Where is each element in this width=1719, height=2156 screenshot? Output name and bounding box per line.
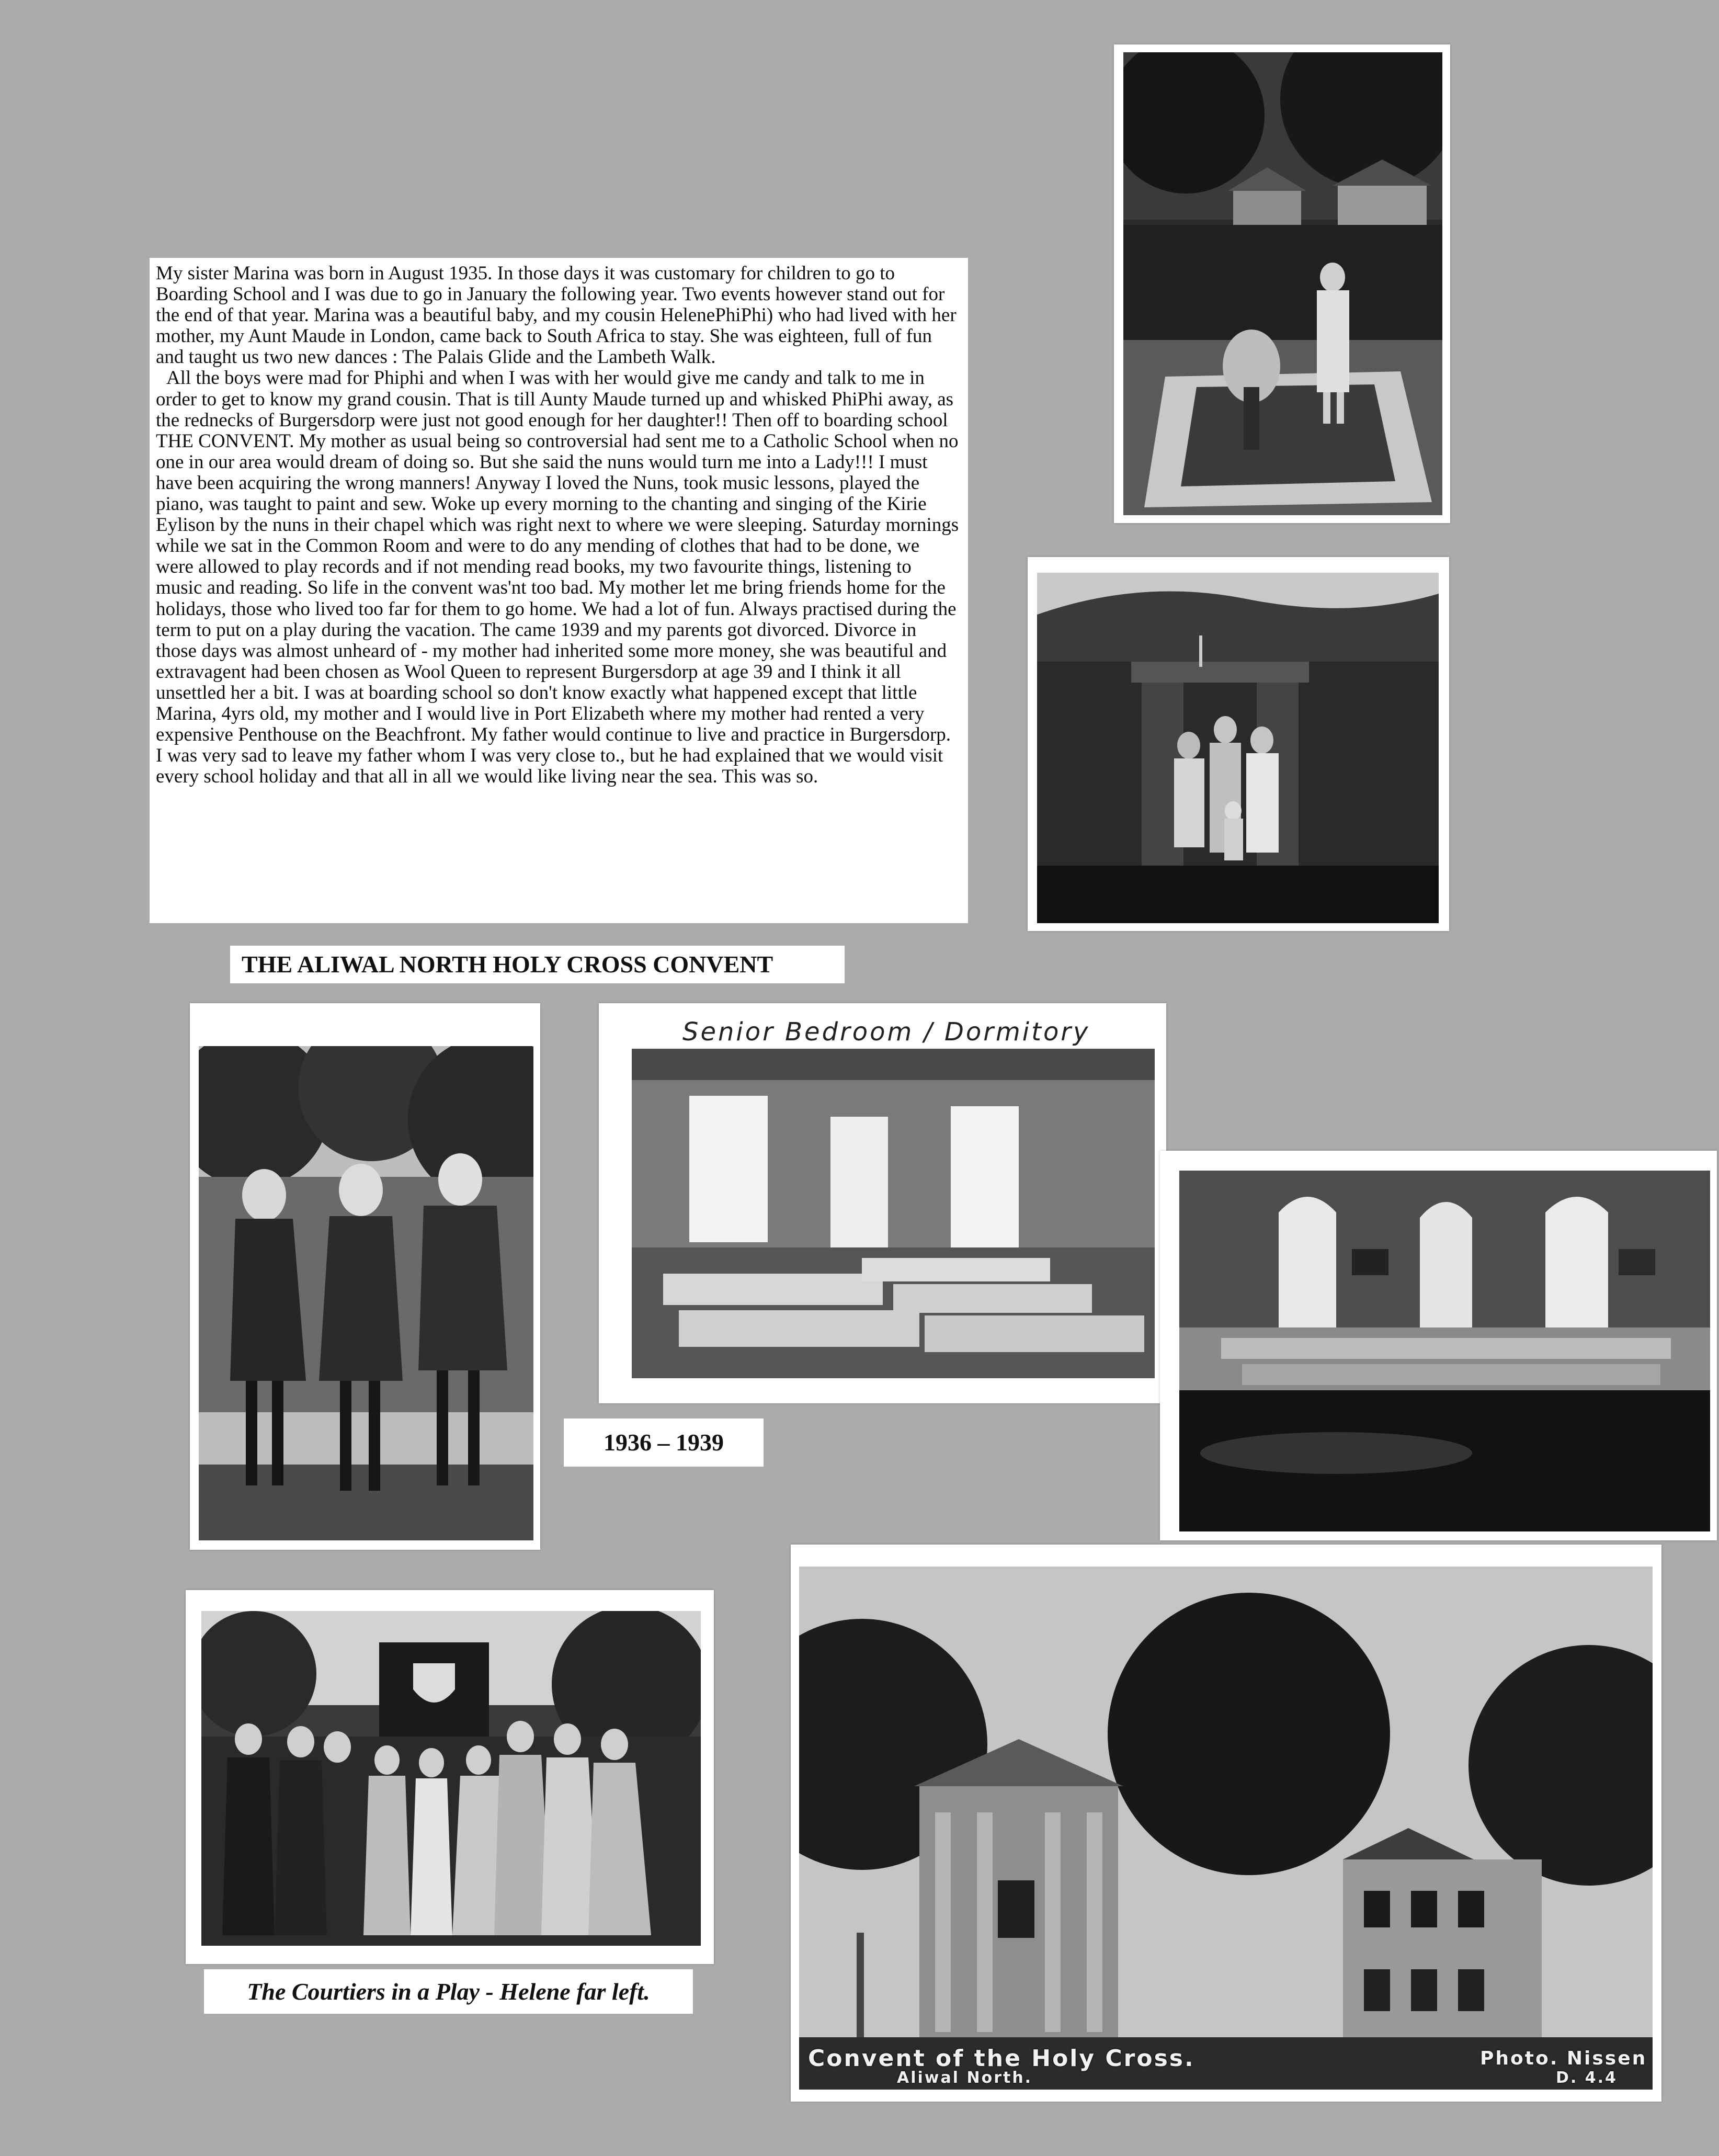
story-text-clipping xyxy=(150,258,968,923)
postcard-number: D. 4.4 xyxy=(1556,2069,1618,2087)
photo-dormitory xyxy=(632,1049,1155,1378)
postcard-title: Convent of the Holy Cross. xyxy=(808,2045,1195,2072)
story-paragraph-1: My sister Marina was born in August 1935. In those days it was customary for children to go to Boarding School and I was due to go in January the following year. Two events however stand out for the end of that year. Marina was a beautiful baby, and my cousin HelenePhiPhi) who had lived with her mother, my Aunt Maude in London, came back to South Africa to stay. She was eighteen, full of fun and taught us two new dances : The Palais Glide and the Lambeth Walk. xyxy=(156,263,957,368)
photo-garden-fountain xyxy=(1123,52,1442,515)
dormitory-caption: Senior Bedroom / Dormitory xyxy=(682,1017,1090,1047)
photo-convent-postcard xyxy=(799,1567,1653,2090)
story-paragraph-2: All the boys were mad for Phiphi and when I was with her would give me candy and talk to me in order to get to know my grand cousin. That is till Aunty Maude turned up and whisked PhiPhi away, as the rednecks of Burgersdorp were just not good enough for her daughter!! Then off to boarding school THE CONVENT. My mother as usual being so controversial had sent me to a Catholic School when no one in our area would dream of doing so. But she said the nuns would turn me into a Lady!!! I must have been acquiring the wrong manners! Anyway I loved the Nuns, took music lessons, played the piano, was taught to paint and sew. Woke up every morning to the chanting and singing of the Kirie Eylison by the nuns in their chapel which was right next to where we were sleeping. Saturday mornings while we sat in the Common Room and were to do any mending of clothes that had to be done, we were allowed to play records and if not mending read books, my two favourite things, listening to music and reading. So life in the convent was'nt too bad. My mother let me bring friends home for the holidays, those who lived too far for them to go home. We had a lot of fun. Always practised during the term to put on a play during the vacation. The came 1939 and my parents got divorced. Divorce in those days was almost unheard of - my mother had inherited some more money, she was beautiful and extravagent had been chosen as Wool Queen to represent Burgersdorp at age 39 and I think it all unsettled her a bit. I was at boarding school so don't know exactly what happened except that little Marina, 4yrs old, my mother and I would live in Port Elizabeth where my mother had rented a very expensive Penthouse on the Beachfront. My father would continue to live and practice in Burgersdorp. I was very sad to leave my father whom I was very close to., but he had explained that we would visit every school holiday and that all in all we would like living near the sea. This was so. xyxy=(156,367,959,788)
postcard-credit: Photo. Nissen xyxy=(1480,2048,1647,2069)
years-label: 1936 – 1939 xyxy=(564,1419,764,1467)
postcard-subtitle: Aliwal North. xyxy=(897,2069,1033,2087)
courtiers-caption: The Courtiers in a Play - Helene far left. xyxy=(204,1969,693,2014)
convent-heading: THE ALIWAL NORTH HOLY CROSS CONVENT xyxy=(230,946,845,983)
photo-three-girls-costume xyxy=(199,1046,533,1540)
photo-courtiers-play xyxy=(201,1611,701,1946)
photo-dining-hall xyxy=(1179,1171,1710,1531)
photo-group-gateway xyxy=(1037,573,1439,923)
